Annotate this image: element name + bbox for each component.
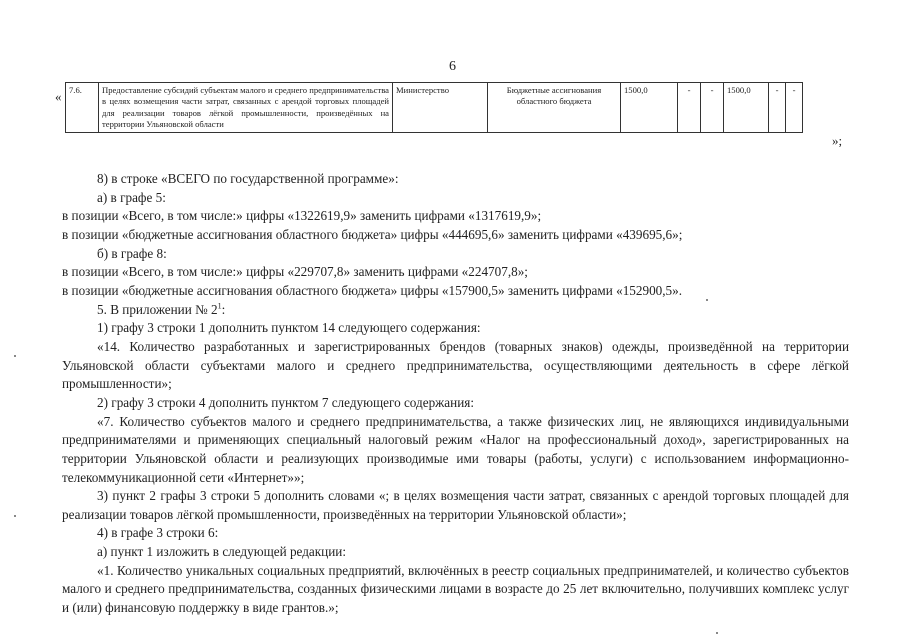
row-description-cell: Предоставление субсидий субъектам малого и среднего предпринимательства в целях возмещения части затрат, связанных с арендой торговых площадей для реализации товаров лёгкой промышленности, произведённых на территории Ульяновской области bbox=[99, 83, 393, 133]
scan-artifact bbox=[14, 355, 16, 357]
scan-artifact bbox=[716, 632, 718, 634]
paragraph-item-3: 3) пункт 2 графы 3 строки 5 дополнить словами «; в целях возмещения части затрат, связанных с арендой торговых площадей для реализации товаров лёгкой промышленности, произведённых на территории Ульяновской области»; bbox=[62, 488, 849, 522]
paragraph-budget-position-8: в позиции «бюджетные ассигнования областного бюджета» цифры «157900,5» заменить цифрами «152900,5». bbox=[62, 282, 683, 298]
appendix-superscript: 1 bbox=[217, 301, 222, 311]
row-number-cell: 7.6. bbox=[66, 83, 99, 133]
paragraph-item-4: 4) в графе 3 строки 6: bbox=[97, 525, 219, 541]
row-dash-cell-3: - bbox=[769, 83, 786, 133]
page-number: 6 bbox=[449, 59, 456, 74]
row-dash-cell-2: - bbox=[701, 83, 724, 133]
row-year-value-cell: 1500,0 bbox=[724, 83, 769, 133]
paragraph-item-1: 1) графу 3 строки 1 дополнить пунктом 14 следующего содержания: bbox=[97, 320, 481, 336]
appendix-heading-colon: : bbox=[221, 301, 226, 317]
paragraph-self-employed-quote: «7. Количество субъектов малого и среднего предпринимательства, а также физических лиц, не являющихся индивидуальными предпринимателями и применяющих специальный налоговый режим «Налог на профессиональный доход», зарегистрированных на территории Ульяновской области и реализующих производимые ими товары (работы, услуги) с использованием информационно-телекоммуникационной сети «Интернет»»; bbox=[62, 413, 849, 485]
paragraph-total-row: 8) в строке «ВСЕГО по государственной программе»: bbox=[97, 171, 399, 186]
table-open-quote: « bbox=[55, 89, 62, 104]
table-close-quote: »; bbox=[832, 133, 843, 148]
table-row bbox=[66, 83, 803, 133]
row-dash-cell-4: - bbox=[786, 83, 803, 133]
row-total-value-cell: 1500,0 bbox=[621, 83, 678, 133]
paragraph-budget-position: в позиции «бюджетные ассигнования областного бюджета» цифры «444695,6» заменить цифрами «439695,6»; bbox=[62, 226, 683, 242]
row-dash-cell-1: - bbox=[678, 83, 701, 133]
scan-artifact bbox=[706, 299, 708, 301]
paragraph-total-position-8: в позиции «Всего, в том числе:» цифры «229707,8» заменить цифрами «224707,8»; bbox=[62, 264, 528, 280]
program-table-row bbox=[65, 82, 803, 133]
paragraph-subitem-a: а) пункт 1 изложить в следующей редакции: bbox=[97, 544, 347, 560]
row-funding-source-cell: Бюджетные ассигнования областного бюджета bbox=[488, 83, 621, 133]
paragraph-column-8: б) в графе 8: bbox=[97, 245, 167, 261]
paragraph-social-enterprises-quote: «1. Количество уникальных социальных предприятий, включённых в реестр социальных предпринимателей, и количество субъектов малого и среднего предпринимательства, созданных физическими лицами в возрасте до 25 лет включительно, получивших комплекс услуг и (или) финансовую поддержку в виде грантов.»; bbox=[62, 562, 849, 616]
document-body bbox=[62, 170, 849, 618]
paragraph-total-position: в позиции «Всего, в том числе:» цифры «1322619,9» заменить цифрами «1317619,9»; bbox=[62, 208, 542, 224]
appendix-heading-text: 5. В приложении № 2 bbox=[97, 301, 218, 317]
paragraph-brands-quote: «14. Количество разработанных и зарегистрированных брендов (товарных знаков) одежды, произведённой на территории Ульяновской области субъектами малого и среднего предпринимательства, осуществляющими деятельность в сфере лёгкой промышленности»; bbox=[62, 338, 849, 392]
paragraph-item-2: 2) графу 3 строки 4 дополнить пунктом 7 следующего содержания: bbox=[97, 394, 474, 410]
paragraph-column-5: а) в графе 5: bbox=[97, 189, 166, 205]
paragraph-appendix-heading bbox=[62, 301, 849, 320]
scan-artifact bbox=[14, 515, 16, 517]
row-executor-cell: Министерство bbox=[393, 83, 488, 133]
